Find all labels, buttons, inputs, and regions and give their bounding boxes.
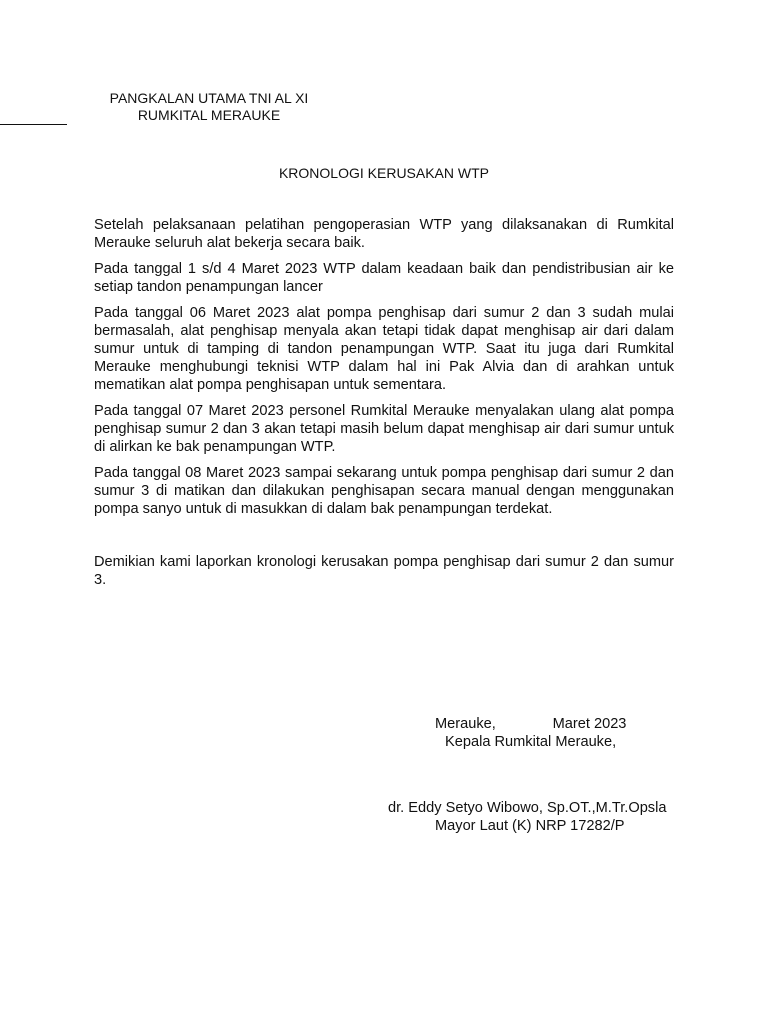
signature-role: Kepala Rumkital Merauke, [445,734,617,750]
signature-name: dr. Eddy Setyo Wibowo, Sp.OT.,M.Tr.Opsla [388,800,667,816]
paragraph-2: Pada tanggal 1 s/d 4 Maret 2023 WTP dalam keadaan baik dan pendistribusian air ke setiap tandon penampungan lancer [94,261,674,295]
paragraph-3: Pada tanggal 06 Maret 2023 alat pompa penghisap dari sumur 2 dan 3 sudah mulai bermasalah, alat penghisap menyala akan tetapi tidak dapat menghisap air dari dalam sumur untuk di tamping di tandon penampungan WTP. Saat itu juga dari Rumkital Merauke menghubungi teknisi WTP dalam hal ini Pak Alvia dan di arahkan untuk mematikan alat pompa penghisapan untuk sementara. [94,305,674,393]
paragraph-5: Pada tanggal 08 Maret 2023 sampai sekarang untuk pompa penghisap dari sumur 2 dan sumur 3 di matikan dan dilakukan penghisapan secara manual dengan menggunakan pompa sanyo untuk di masukkan di dalam bak penampungan terdekat. [94,465,674,517]
signature-rank: Mayor Laut (K) NRP 17282/P [435,818,625,834]
closing-paragraph: Demikian kami laporkan kronologi kerusakan pompa penghisap dari sumur 2 dan sumur 3. [94,554,674,588]
letterhead-line-2: RUMKITAL MERAUKE [137,107,281,123]
document-body [94,216,674,597]
paragraph-1: Setelah pelaksanaan pelatihan pengoperasian WTP yang dilaksanakan di Rumkital Merauke seluruh alat bekerja secara baik. [94,217,674,251]
letterhead-underline [0,124,67,125]
letterhead [97,90,321,124]
paragraph-4: Pada tanggal 07 Maret 2023 personel Rumkital Merauke menyalakan ulang alat pompa penghisap sumur 2 dan 3 akan tetapi masih belum dapat menghisap air dari sumur untuk di alirkan ke bak penampungan WTP. [94,403,674,455]
signature-place-date: Merauke, Maret 2023 [435,716,627,732]
document-title: KRONOLOGI KERUSAKAN WTP [278,165,490,181]
letterhead-line-1: PANGKALAN UTAMA TNI AL XI [109,90,309,106]
